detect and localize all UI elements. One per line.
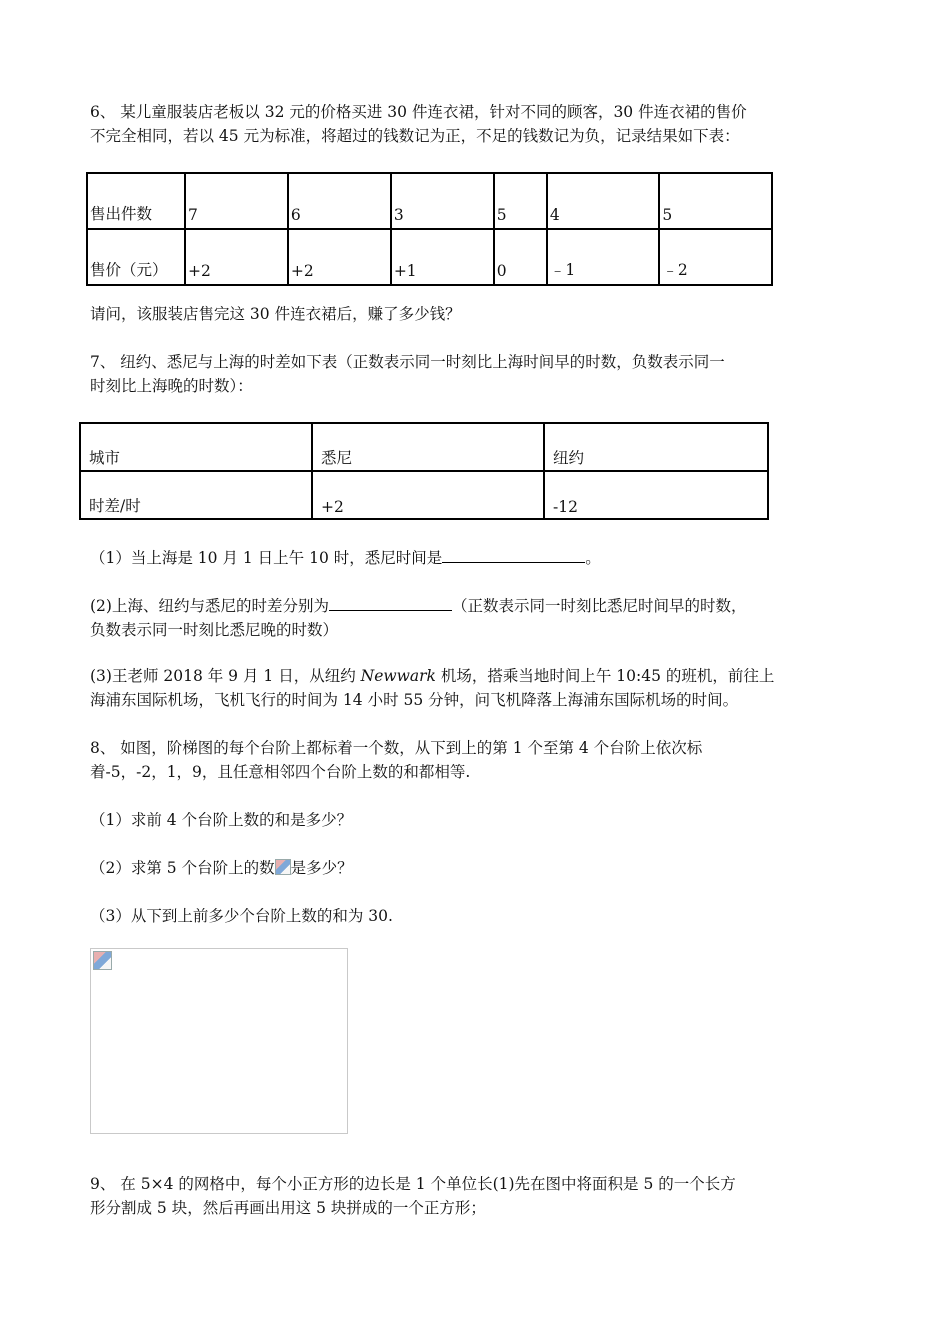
table-cell: 6 <box>288 173 391 229</box>
table-cell: +2 <box>288 229 391 285</box>
q7-sub3-text-c: 海浦东国际机场，飞机飞行的时间为 14 小时 55 分钟，问飞机降落上海浦东国际机场的时间。 <box>90 691 739 709</box>
table-cell: 时差/时 <box>80 471 312 519</box>
q7-line1: 7、 纽约、悉尼与上海的时差如下表（正数表示同一时刻比上海时间早的时数，负数表示同一 <box>90 353 725 371</box>
table-cell: 3 <box>391 173 494 229</box>
table-row <box>80 471 768 519</box>
q7-sub2-note-cont: 负数表示同一时刻比悉尼晚的时数） <box>90 621 339 639</box>
q7-sub3-text: (3)王老师 2018 年 9 月 1 日，从纽约 <box>90 667 361 685</box>
table-cell: 售出件数 <box>87 173 185 229</box>
q8-sub2-text-b: 是多少？ <box>290 859 353 877</box>
q7-sub1-text: （1）当上海是 10 月 1 日上午 10 时，悉尼时间是 <box>90 549 443 567</box>
q7-sub1 <box>90 544 865 570</box>
q8-sub1: （1）求前 4 个台阶上数的和是多少？ <box>90 811 353 829</box>
answer-blank[interactable] <box>442 544 585 563</box>
q8-text <box>90 736 865 784</box>
q7-sub1-end: 。 <box>585 549 601 567</box>
answer-blank[interactable] <box>329 592 452 611</box>
q6-sales-table <box>86 172 773 286</box>
table-cell: ﹣1 <box>547 229 660 285</box>
q6-text <box>90 100 865 148</box>
table-cell: 悉尼 <box>312 423 544 471</box>
table-cell: 纽约 <box>544 423 768 471</box>
q7-text <box>90 350 865 398</box>
table-cell: 0 <box>494 229 547 285</box>
q6-question: 请问，该服装店售完这 30 件连衣裙后，赚了多少钱？ <box>90 305 461 323</box>
table-row <box>80 423 768 471</box>
q6-line1: 6、 某儿童服装店老板以 32 元的价格买进 30 件连衣裙，针对不同的顾客，30 件连衣裙的售价 <box>90 103 747 121</box>
table-cell: 4 <box>547 173 660 229</box>
q8-line1: 8、 如图，阶梯图的每个台阶上都标着一个数，从下到上的第 1 个至第 4 个台阶上依次标 <box>90 739 703 757</box>
q7-airport-name: Newwark <box>360 667 436 685</box>
table-row <box>87 229 772 285</box>
table-cell: 城市 <box>80 423 312 471</box>
q8-sub3: （3）从下到上前多少个台阶上数的和为 30. <box>90 907 393 925</box>
q8-sub2-text: （2）求第 5 个台阶上的数 <box>90 859 275 877</box>
table-cell: 5 <box>494 173 547 229</box>
q7-timezone-table <box>79 422 769 520</box>
q7-sub3-text-b: 机场，搭乘当地时间上午 10:45 的班机，前往上 <box>435 667 775 685</box>
table-cell: -12 <box>544 471 768 519</box>
q8-sub2 <box>90 856 865 880</box>
q7-line2: 时刻比上海晚的时数）： <box>90 377 253 395</box>
table-cell: +2 <box>312 471 544 519</box>
table-cell: 售价（元） <box>87 229 185 285</box>
q7-sub2-text: (2)上海、纽约与悉尼的时差分别为 <box>90 597 329 615</box>
q9-text <box>90 1172 865 1220</box>
broken-image-icon <box>275 859 291 875</box>
q7-sub3 <box>90 664 865 712</box>
table-cell: 5 <box>659 173 772 229</box>
q8-line2: 着-5，-2，1，9，且任意相邻四个台阶上数的和都相等. <box>90 763 471 781</box>
q7-sub2-note: （正数表示同一时刻比悉尼时间早的时数， <box>451 597 747 615</box>
broken-image-icon <box>93 951 112 970</box>
table-cell: +2 <box>185 229 288 285</box>
table-cell: ﹣2 <box>659 229 772 285</box>
staircase-figure-placeholder <box>90 948 348 1134</box>
table-cell: +1 <box>391 229 494 285</box>
table-cell: 7 <box>185 173 288 229</box>
table-row <box>87 173 772 229</box>
q6-line2: 不完全相同，若以 45 元为标准，将超过的钱数记为正，不足的钱数记为负，记录结果如下表： <box>90 127 740 145</box>
q9-line1: 9、 在 5×4 的网格中，每个小正方形的边长是 1 个单位长(1)先在图中将面积是 5 的一个长方 <box>90 1175 736 1193</box>
q9-line2: 形分割成 5 块，然后再画出用这 5 块拼成的一个正方形； <box>90 1199 486 1217</box>
q7-sub2 <box>90 592 865 642</box>
